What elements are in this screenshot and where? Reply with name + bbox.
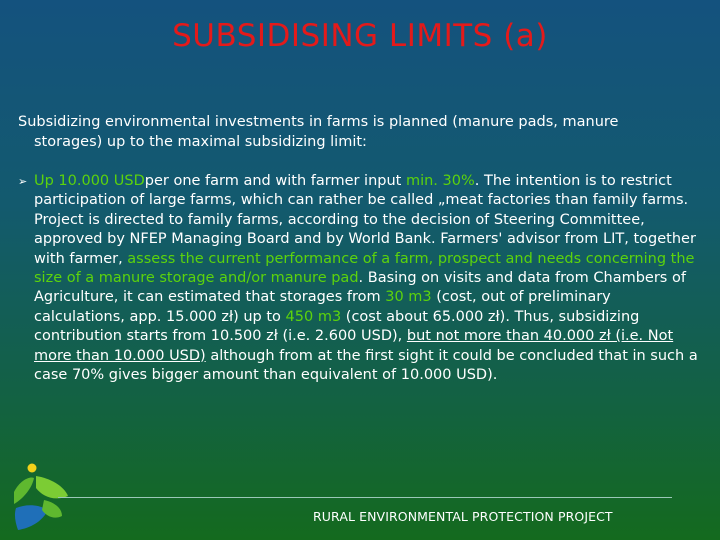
- slide-title: SUBSIDISING LIMITS (a): [172, 18, 548, 54]
- bullet-text: . The intention is to restrict participation of large farms, which can rather be called „meat factories than family farms. Project is directed to family farms, according to the decision of Steering Committee, approved by NFEP Managing Board and by World Bank. Farmers' advisor from LIT, together with farmer,: [34, 173, 696, 267]
- max-volume-highlight: 450 m3: [285, 308, 342, 325]
- logo-dot-yellow: [28, 464, 37, 473]
- bullet-paragraph: [18, 172, 704, 385]
- intro-line-1: Subsidizing environmental investments in farms is planned (manure pads, manure: [18, 114, 619, 130]
- logo-leaf-green-right: [36, 476, 68, 498]
- bullet-arrow-icon: ➢: [18, 175, 28, 188]
- logo-leaf-green-bottom: [42, 500, 62, 518]
- bullet-body: [18, 172, 704, 385]
- limit-underlined-text: but not more than 40.000 zł (i.e. Not more than 10.000 USD): [34, 328, 674, 364]
- bullet-text: (cost, out of preliminary calculations, app. 15.000 zł) up to: [34, 289, 611, 325]
- farmer-input-highlight: min. 30%: [405, 173, 475, 189]
- project-leaf-logo-icon: [10, 458, 72, 534]
- footer-project-name: RURAL ENVIRONMENTAL PROTECTION PROJECT: [313, 509, 613, 524]
- bullet-text: (cost about 65.000 zł). Thus, subsidizing contribution starts from 10.500 zł (i.e. 2.600 USD),: [34, 308, 640, 345]
- min-volume-highlight: 30 m3: [385, 289, 432, 306]
- bullet-text: . Basing on visits and data from Chambers of Agriculture, it can estimated that storages from: [34, 270, 686, 306]
- bullet-text: although from at the first sight it could be concluded that in such a case 70% gives bigger amount than equivalent of 10.000 USD).: [34, 347, 698, 384]
- logo-leaf-green-left: [14, 478, 34, 504]
- intro-line-2: storages) up to the maximal subsidizing limit:: [34, 133, 367, 150]
- bullet-text: per one farm and with farmer input: [144, 173, 406, 189]
- intro-paragraph: [18, 113, 678, 152]
- assessment-highlight: assess the current performance of a farm, prospect and needs concerning the size of a manure storage and/or manure pad: [34, 250, 695, 287]
- footer-divider: [58, 497, 672, 498]
- limit-amount-highlight: Up 10.000 USD: [34, 173, 145, 189]
